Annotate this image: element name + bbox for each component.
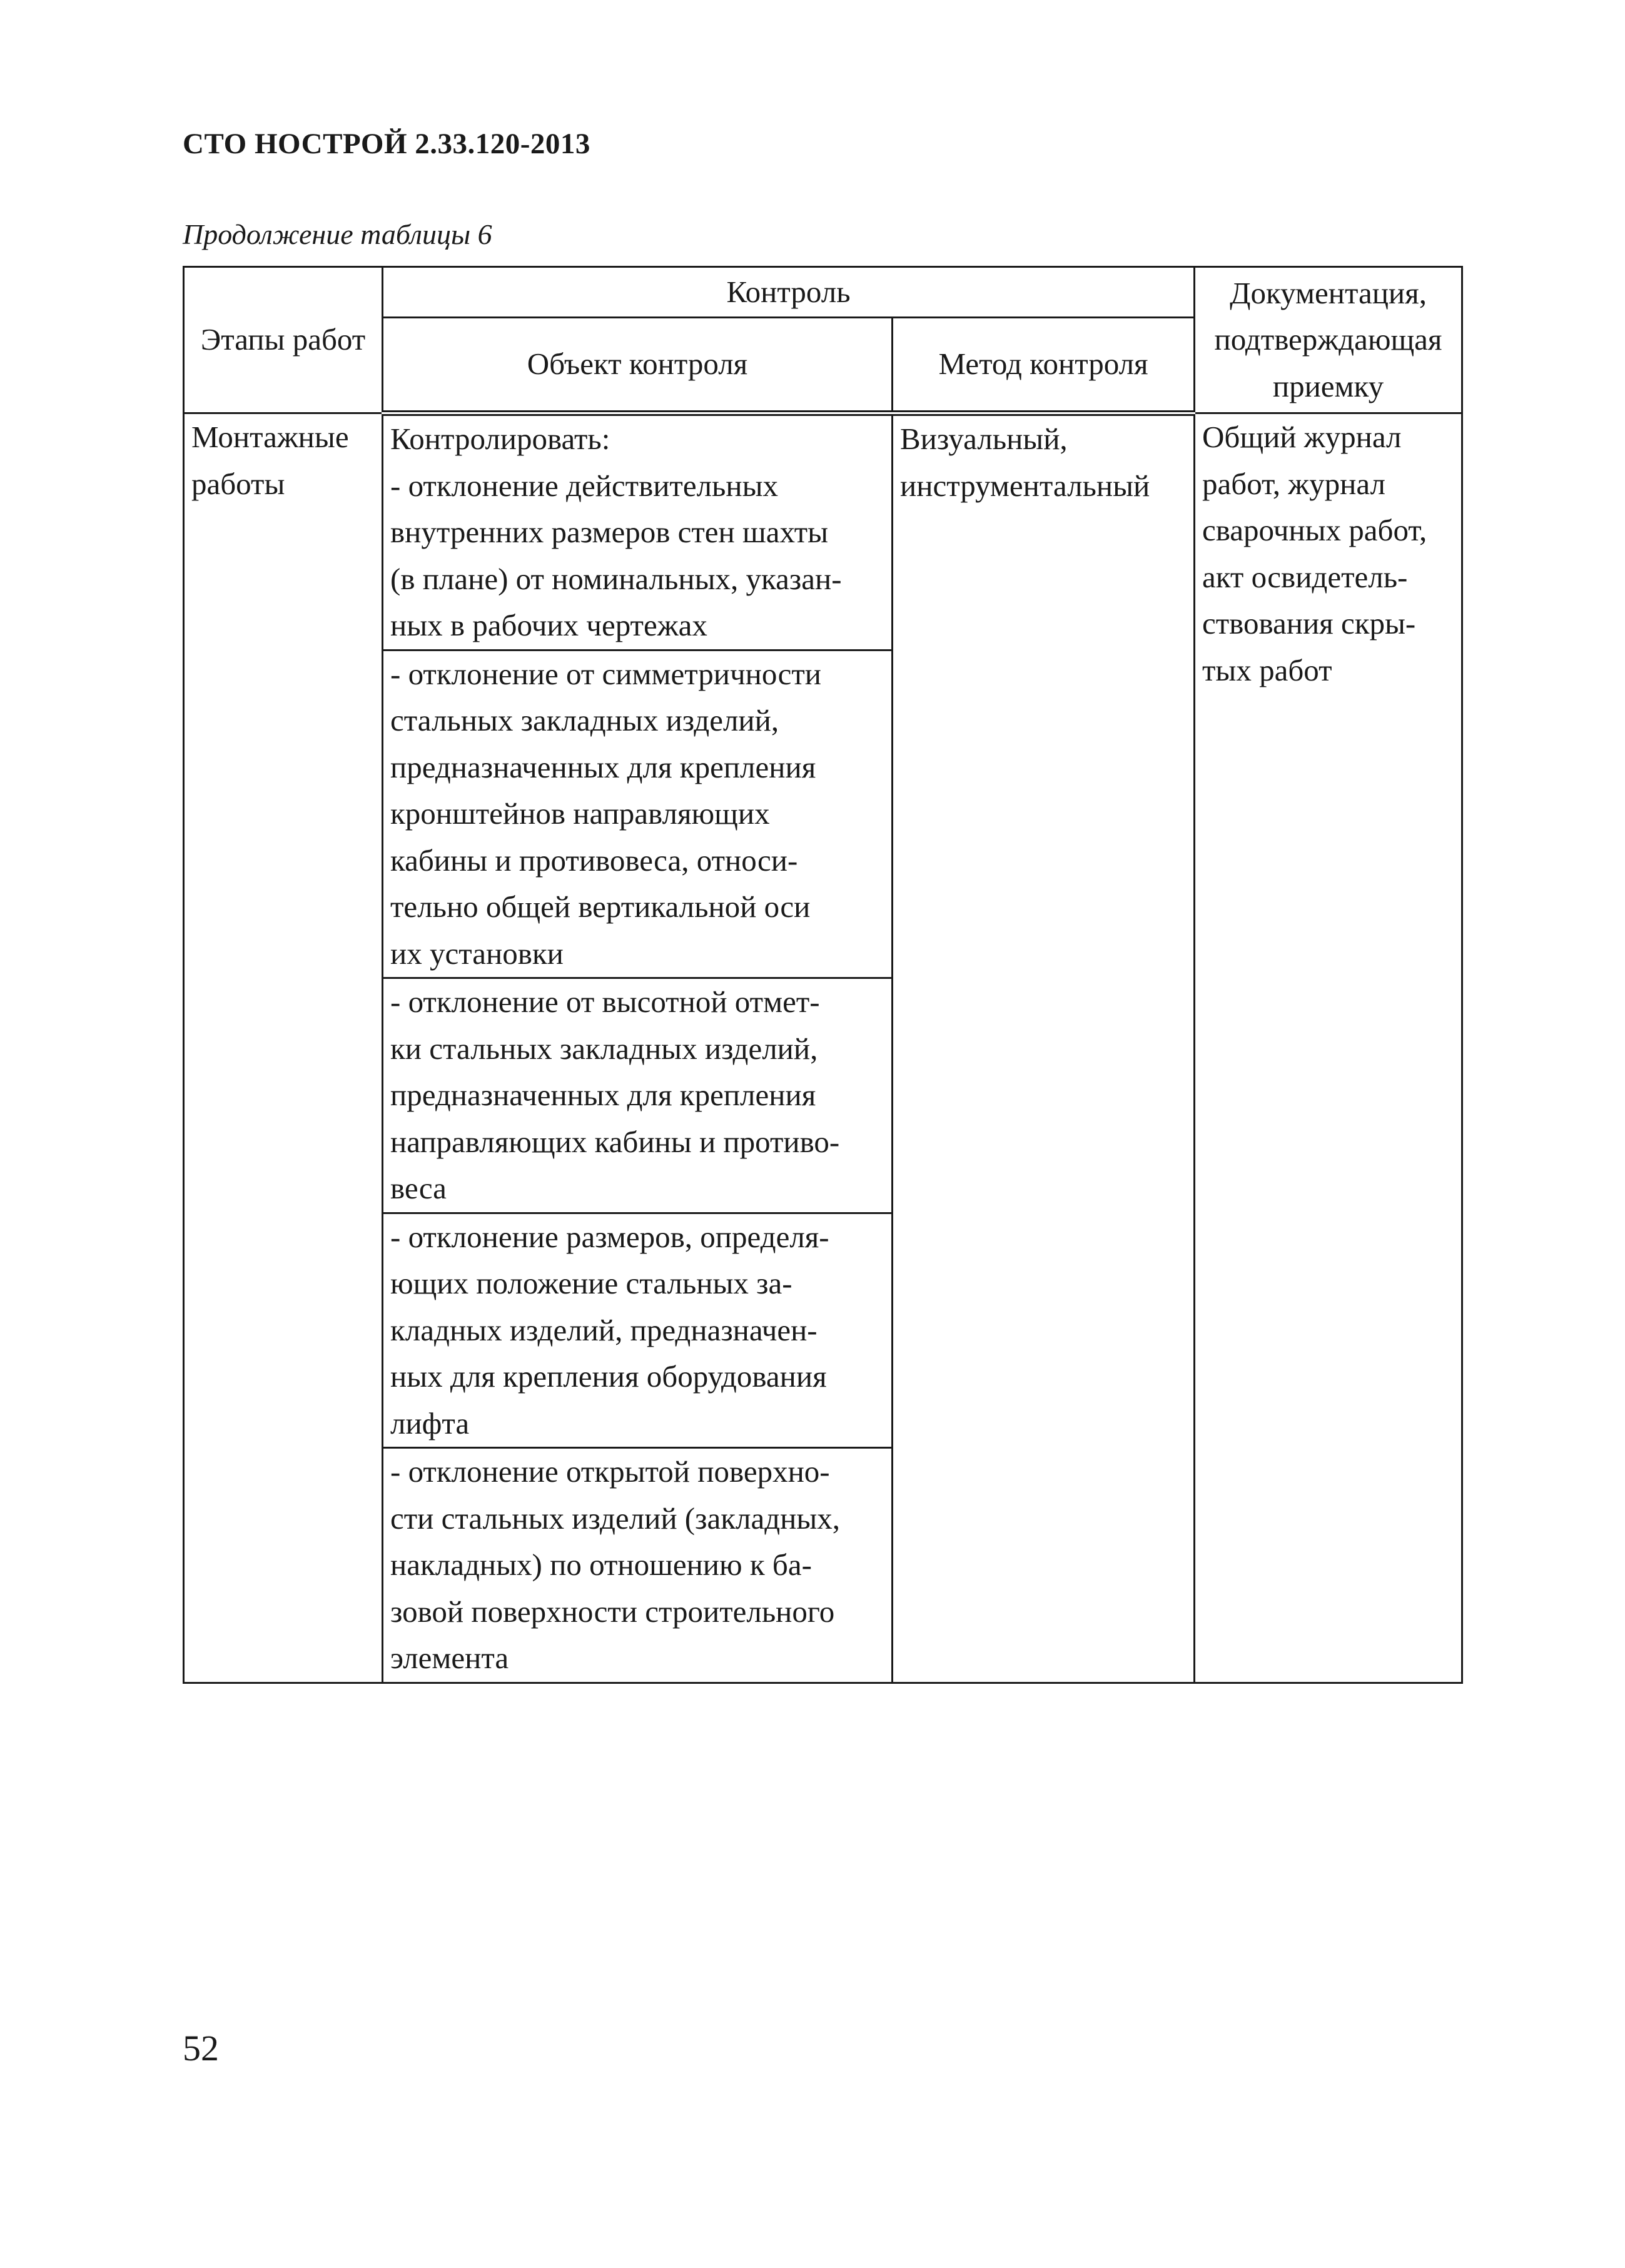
table-row <box>184 413 1462 651</box>
documentation-cell: Общий журнал работ, журнал сварочных работ, акт освидетель- ствования скры- тых работ <box>1195 413 1462 1683</box>
control-table <box>183 266 1463 1684</box>
control-object-4: - отклонение размеров, определя- ющих положение стальных за- кладных изделий, предназначен- ных для крепления оборудования лифта <box>383 1213 893 1448</box>
control-object-5: - отклонение открытой поверхно- сти стальных изделий (закладных, накладных) по отношению к ба- зовой поверхности строительного элемента <box>383 1448 893 1683</box>
document-code-header: СТО НОСТРОЙ 2.33.120-2013 <box>183 128 590 160</box>
header-control-method: Метод контроля <box>893 318 1195 413</box>
table-caption: Продолжение таблицы 6 <box>183 218 492 250</box>
header-control-object: Объект контроля <box>383 318 893 413</box>
control-method-cell: Визуальный, инструментальный <box>893 413 1195 1683</box>
stage-cell: Монтажные работы <box>184 413 383 1683</box>
control-object-1: Контролировать: - отклонение действительных внутренних размеров стен шахты (в плане) от номинальных, указан- ных в рабочих чертежах <box>383 413 893 651</box>
header-stages: Этапы работ <box>184 267 383 413</box>
header-documentation: Документация, подтверждающая приемку <box>1195 267 1462 413</box>
page-number: 52 <box>183 2028 219 2068</box>
control-object-2: - отклонение от симметричности стальных закладных изделий, предназначенных для крепления кронштейнов направляющих кабины и противовеса, относи- тельно общей вертикальной оси их установки <box>383 650 893 978</box>
header-control: Контроль <box>383 267 1195 318</box>
control-object-3: - отклонение от высотной отмет- ки стальных закладных изделий, предназначенных для крепления направляющих кабины и противо- веса <box>383 978 893 1213</box>
